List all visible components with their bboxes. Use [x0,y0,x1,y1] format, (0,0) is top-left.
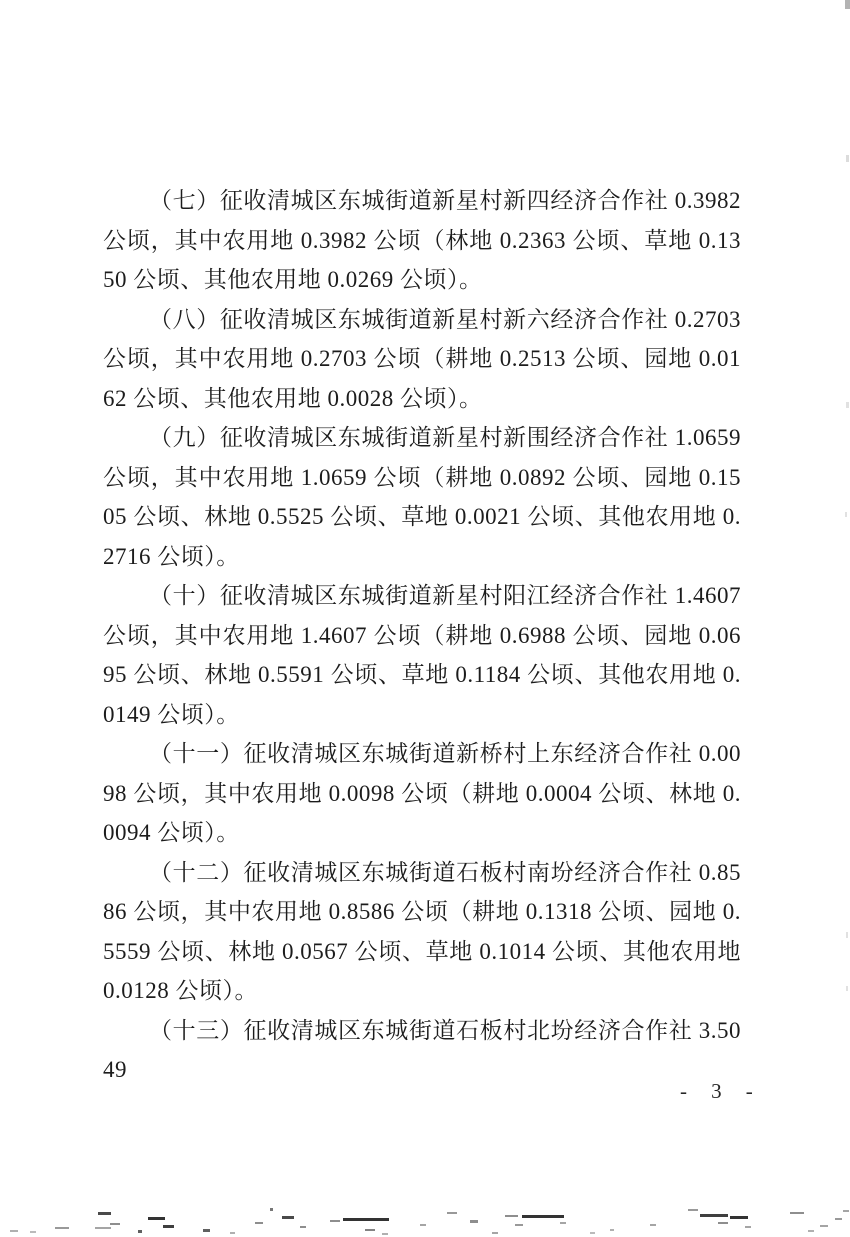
paragraph-item-9: （九）征收清城区东城街道新星村新围经济合作社 1.0659 公顷，其中农用地 1.0659 公顷（耕地 0.0892 公顷、园地 0.1505 公顷、林地 0.5525 公顷、草地 0.0021 公顷、其他农用地 0.2716 公顷）。 [103,425,741,569]
page-number: - 3 - [680,1079,763,1103]
paragraph-item-10: （十）征收清城区东城街道新星村阳江经济合作社 1.4607 公顷，其中农用地 1.4607 公顷（耕地 0.6988 公顷、园地 0.0695 公顷、林地 0.5591 公顷、草地 0.1184 公顷、其他农用地 0.0149 公顷）。 [103,583,741,727]
paragraph-item-7: （七）征收清城区东城街道新星村新四经济合作社 0.3982 公顷，其中农用地 0.3982 公顷（林地 0.2363 公顷、草地 0.1350 公顷、其他农用地 0.0269 公顷）。 [103,188,741,292]
scan-speck-right-edge [846,986,848,991]
scan-speck-right-edge [846,932,848,938]
paragraph-item-13: （十三）征收清城区东城街道石板村北坋经济合作社 3.5049 [103,1017,741,1082]
scan-speck-right-edge [845,512,847,517]
document-body [103,181,741,1090]
paragraph-item-11: （十一）征收清城区东城街道新桥村上东经济合作社 0.0098 公顷，其中农用地 0.0098 公顷（耕地 0.0004 公顷、林地 0.0094 公顷）。 [103,741,741,845]
scan-speck-right-edge [846,402,849,408]
paragraph-item-8: （八）征收清城区东城街道新星村新六经济合作社 0.2703 公顷，其中农用地 0.2703 公顷（耕地 0.2513 公顷、园地 0.0162 公顷、其他农用地 0.0028 公顷）。 [103,306,741,411]
scan-speck-top-right [845,0,850,9]
scan-speck-right-edge [846,155,849,162]
scan-noise-artifacts [0,1196,850,1237]
paragraph-item-12: （十二）征收清城区东城街道石板村南坋经济合作社 0.8586 公顷，其中农用地 0.8586 公顷（耕地 0.1318 公顷、园地 0.5559 公顷、林地 0.0567 公顷、草地 0.1014 公顷、其他农用地 0.0128 公顷）。 [103,859,741,1003]
